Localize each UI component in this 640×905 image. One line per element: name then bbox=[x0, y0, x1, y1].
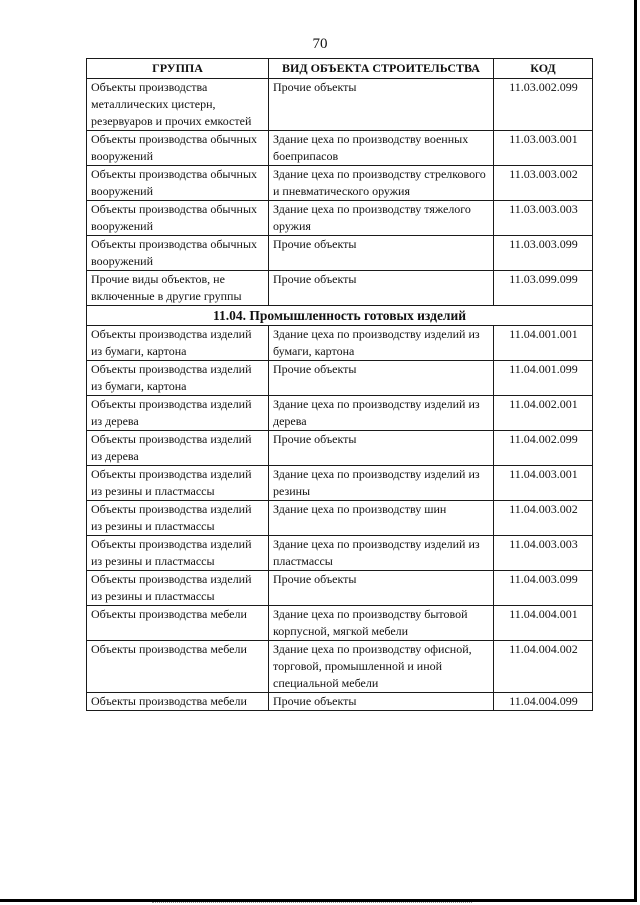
code-cell: 11.04.003.003 bbox=[494, 536, 593, 571]
table-row bbox=[87, 361, 593, 396]
object-type-cell: Прочие объекты bbox=[269, 361, 494, 396]
code-cell: 11.04.004.002 bbox=[494, 641, 593, 693]
code-cell: 11.04.004.001 bbox=[494, 606, 593, 641]
group-cell: Объекты производства изделий из дерева bbox=[87, 396, 269, 431]
table-row bbox=[87, 131, 593, 166]
code-cell: 11.04.001.099 bbox=[494, 361, 593, 396]
table-row bbox=[87, 641, 593, 693]
code-cell: 11.03.002.099 bbox=[494, 79, 593, 131]
header-group: ГРУППА bbox=[87, 59, 269, 79]
table-row bbox=[87, 431, 593, 466]
construction-objects-table bbox=[86, 58, 593, 711]
group-cell: Объекты производства мебели bbox=[87, 641, 269, 693]
code-cell: 11.04.003.002 bbox=[494, 501, 593, 536]
section-row bbox=[87, 306, 593, 326]
table-row bbox=[87, 466, 593, 501]
code-cell: 11.04.002.099 bbox=[494, 431, 593, 466]
table-header-row bbox=[87, 59, 593, 79]
table-row bbox=[87, 326, 593, 361]
group-cell: Объекты производства изделий из резины и пластмассы bbox=[87, 571, 269, 606]
object-type-cell: Здание цеха по производству шин bbox=[269, 501, 494, 536]
code-cell: 11.04.003.001 bbox=[494, 466, 593, 501]
group-cell: Прочие виды объектов, не включенные в другие группы bbox=[87, 271, 269, 306]
object-type-cell: Здание цеха по производству стрелкового и пневматического оружия bbox=[269, 166, 494, 201]
object-type-cell: Прочие объекты bbox=[269, 79, 494, 131]
object-type-cell: Здание цеха по производству изделий из резины bbox=[269, 466, 494, 501]
object-type-cell: Здание цеха по производству офисной, торговой, промышленной и иной специальной мебели bbox=[269, 641, 494, 693]
group-cell: Объекты производства обычных вооружений bbox=[87, 131, 269, 166]
table-row bbox=[87, 79, 593, 131]
table-row bbox=[87, 271, 593, 306]
group-cell: Объекты производства мебели bbox=[87, 606, 269, 641]
header-object-type: ВИД ОБЪЕКТА СТРОИТЕЛЬСТВА bbox=[269, 59, 494, 79]
object-type-cell: Прочие объекты bbox=[269, 431, 494, 466]
object-type-cell: Здание цеха по производству изделий из пластмассы bbox=[269, 536, 494, 571]
group-cell: Объекты производства металлических цистерн, резервуаров и прочих емкостей bbox=[87, 79, 269, 131]
page-number: 70 bbox=[312, 36, 328, 52]
group-cell: Объекты производства изделий из бумаги, картона bbox=[87, 361, 269, 396]
object-type-cell: Прочие объекты bbox=[269, 571, 494, 606]
table-row bbox=[87, 571, 593, 606]
table-row bbox=[87, 693, 593, 711]
code-cell: 11.03.003.099 bbox=[494, 236, 593, 271]
group-cell: Объекты производства изделий из резины и пластмассы bbox=[87, 466, 269, 501]
code-cell: 11.04.001.001 bbox=[494, 326, 593, 361]
group-cell: Объекты производства изделий из бумаги, картона bbox=[87, 326, 269, 361]
object-type-cell: Прочие объекты bbox=[269, 693, 494, 711]
group-cell: Объекты производства изделий из дерева bbox=[87, 431, 269, 466]
bottom-scan-line bbox=[152, 902, 472, 903]
table-row bbox=[87, 166, 593, 201]
group-cell: Объекты производства изделий из резины и пластмассы bbox=[87, 536, 269, 571]
object-type-cell: Здание цеха по производству изделий из бумаги, картона bbox=[269, 326, 494, 361]
object-type-cell: Здание цеха по производству военных боеприпасов bbox=[269, 131, 494, 166]
code-cell: 11.04.002.001 bbox=[494, 396, 593, 431]
group-cell: Объекты производства мебели bbox=[87, 693, 269, 711]
group-cell: Объекты производства изделий из резины и пластмассы bbox=[87, 501, 269, 536]
code-cell: 11.04.003.099 bbox=[494, 571, 593, 606]
table-row bbox=[87, 236, 593, 271]
group-cell: Объекты производства обычных вооружений bbox=[87, 201, 269, 236]
code-cell: 11.03.003.002 bbox=[494, 166, 593, 201]
object-type-cell: Здание цеха по производству изделий из дерева bbox=[269, 396, 494, 431]
object-type-cell: Прочие объекты bbox=[269, 236, 494, 271]
object-type-cell: Прочие объекты bbox=[269, 271, 494, 306]
code-cell: 11.03.003.001 bbox=[494, 131, 593, 166]
table-row bbox=[87, 201, 593, 236]
group-cell: Объекты производства обычных вооружений bbox=[87, 236, 269, 271]
header-code: КОД bbox=[494, 59, 593, 79]
object-type-cell: Здание цеха по производству бытовой корпусной, мягкой мебели bbox=[269, 606, 494, 641]
group-cell: Объекты производства обычных вооружений bbox=[87, 166, 269, 201]
code-cell: 11.03.003.003 bbox=[494, 201, 593, 236]
code-cell: 11.03.099.099 bbox=[494, 271, 593, 306]
table-row bbox=[87, 396, 593, 431]
table-row bbox=[87, 536, 593, 571]
section-title: 11.04. Промышленность готовых изделий bbox=[87, 306, 593, 326]
table-row bbox=[87, 501, 593, 536]
table-row bbox=[87, 606, 593, 641]
object-type-cell: Здание цеха по производству тяжелого оружия bbox=[269, 201, 494, 236]
code-cell: 11.04.004.099 bbox=[494, 693, 593, 711]
